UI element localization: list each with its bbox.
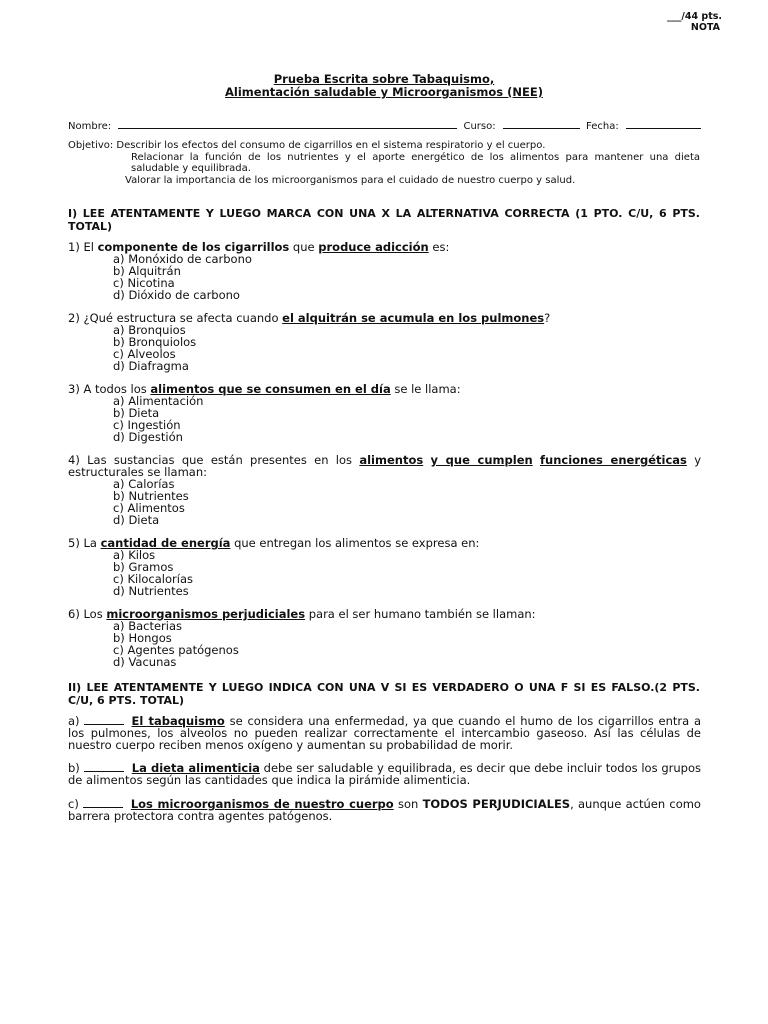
emphasis-text: el alquitrán se acumula en los pulmones [282,311,545,325]
answer-option[interactable]: a) Alimentación [113,393,204,408]
text-span: son [393,797,423,811]
question-5 [68,538,701,598]
text-span: , aunque actúen como barrera protectora contra agentes patógenos. [68,797,701,823]
question-3 [68,384,701,444]
score-field[interactable]: ___/44 pts. [667,11,722,22]
answer-option[interactable]: a) Kilos [113,547,156,562]
true-false-item-c [68,799,701,823]
emphasis-text: El tabaquismo [131,714,225,728]
name-field[interactable] [118,119,457,129]
answer-option[interactable]: a) Calorías [113,476,175,491]
text-span: y estructurales se llaman: [68,453,702,479]
answer-option[interactable]: b) Hongos [113,630,172,645]
answer-option[interactable]: c) Ingestión [113,417,181,432]
answer-option[interactable]: d) Dióxido de carbono [113,287,240,302]
text-span: 1) El [68,240,98,254]
emphasis-text: cantidad de energía [100,536,231,550]
text-span: ? [544,311,551,325]
objective-line-2: Relacionar la función de los nutrientes y el aporte energético de los alimentos para mantener una dieta saludable y equilibrada. [131,151,700,174]
section-1-title: I) LEE ATENTAMENTE Y LUEGO MARCA CON UNA X LA ALTERNATIVA CORRECTA (1 PTO. C/U, 6 PTS. TOTAL) [68,207,700,233]
answer-option[interactable]: a) Bacterias [113,618,182,633]
title-line-2: Alimentación saludable y Microorganismos (NEE) [225,85,543,99]
score-box [667,11,722,33]
true-false-item-a [68,716,701,752]
emphasis-text: componente de los cigarrillos [97,240,290,254]
date-label: Fecha: [586,121,619,132]
text-span: 3) A todos los [68,382,151,396]
nota-label: NOTA [690,22,720,33]
answer-option[interactable]: d) Digestión [113,429,183,444]
text-span: que entregan los alimentos se expresa en: [230,536,480,550]
answer-option[interactable]: c) Agentes patógenos [113,642,239,657]
text-span: para el ser humano también se llaman: [305,607,536,621]
text-span [423,453,430,467]
question-stem [68,538,701,550]
emphasis-text: produce adicción [318,240,429,254]
answer-blank[interactable] [83,799,123,808]
text-span: debe ser saludable y equilibrada, es decir que debe incluir todos los grupos de alimentos según las cantidades que indica la pirámide alimenticia. [68,761,701,787]
emphasis-text: alimentos [359,453,424,467]
text-span: se considera una enfermedad, ya que cuando el humo de los cigarrillos entra a los pulmones, los alveolos no pueden realizar correctamente el intercambio gaseoso. Así las células de nuestro cuerpo reciben menos oxígeno y aumentan su probabilidad de morir. [68,714,702,752]
answer-blank[interactable] [84,716,124,725]
question-4 [68,455,701,526]
question-1 [68,242,701,302]
answer-option[interactable]: b) Gramos [113,559,174,574]
page-title [0,73,768,99]
answer-option[interactable]: c) Alimentos [113,500,185,515]
emphasis-text: TODOS PERJUDICIALES [422,797,571,811]
student-fields [68,119,701,132]
emphasis-text: La dieta alimenticia [131,761,260,775]
emphasis-text: microorganismos perjudiciales [106,607,306,621]
course-field[interactable] [503,119,580,129]
answer-option[interactable]: a) Monóxido de carbono [113,251,252,266]
answer-option[interactable]: c) Nicotina [113,275,175,290]
answer-option[interactable]: c) Alveolos [113,346,176,361]
text-span: se le llama: [390,382,461,396]
answer-blank[interactable] [84,763,124,772]
answer-option[interactable]: b) Alquitrán [113,263,181,278]
emphasis-text: funciones energéticas [540,453,687,467]
course-label: Curso: [463,121,496,132]
answer-option[interactable]: d) Dieta [113,512,160,527]
title-line-1: Prueba Escrita sobre Tabaquismo, [273,72,495,86]
answer-option[interactable]: d) Vacunas [113,654,177,669]
text-span [533,453,540,467]
item-label: c) [68,797,79,811]
text-span: 4) Las sustancias que están presentes en los [68,453,360,467]
answer-option[interactable]: b) Nutrientes [113,488,189,503]
question-6 [68,609,701,669]
section-2-title: II) LEE ATENTAMENTE Y LUEGO INDICA CON UNA V SI ES VERDADERO O UNA F SI ES FALSO.(2 PTS. C/U, 6 PTS. TOTAL) [68,681,700,707]
question-stem [68,455,701,479]
question-2 [68,313,701,373]
text-span: 2) ¿Qué estructura se afecta cuando [68,311,283,325]
answer-option[interactable]: d) Nutrientes [113,583,189,598]
answer-option[interactable]: b) Bronquiolos [113,334,197,349]
text-span: es: [428,240,450,254]
true-false-item-b [68,763,701,787]
date-field[interactable] [626,119,701,129]
name-label: Nombre: [68,121,112,132]
item-label: b) [68,761,80,775]
objective-line-1: Objetivo: Describir los efectos del consumo de cigarrillos en el sistema respiratorio y el cuerpo. [68,140,546,151]
emphasis-text: Los microorganismos de nuestro cuerpo [130,797,394,811]
emphasis-text: alimentos que se consumen en el día [150,382,391,396]
item-label: a) [68,714,80,728]
answer-option[interactable]: a) Bronquios [113,322,186,337]
text-span: 5) La [68,536,101,550]
answer-option[interactable]: b) Dieta [113,405,160,420]
emphasis-text: y que cumplen [430,453,533,467]
objective-line-3: Valorar la importancia de los microorganismos para el cuidado de nuestro cuerpo y salud. [125,174,576,186]
answer-option[interactable]: c) Kilocalorías [113,571,193,586]
objective-block [68,140,700,186]
text-span: que [289,240,319,254]
answer-option[interactable]: d) Diafragma [113,358,189,373]
text-span: 6) Los [68,607,107,621]
